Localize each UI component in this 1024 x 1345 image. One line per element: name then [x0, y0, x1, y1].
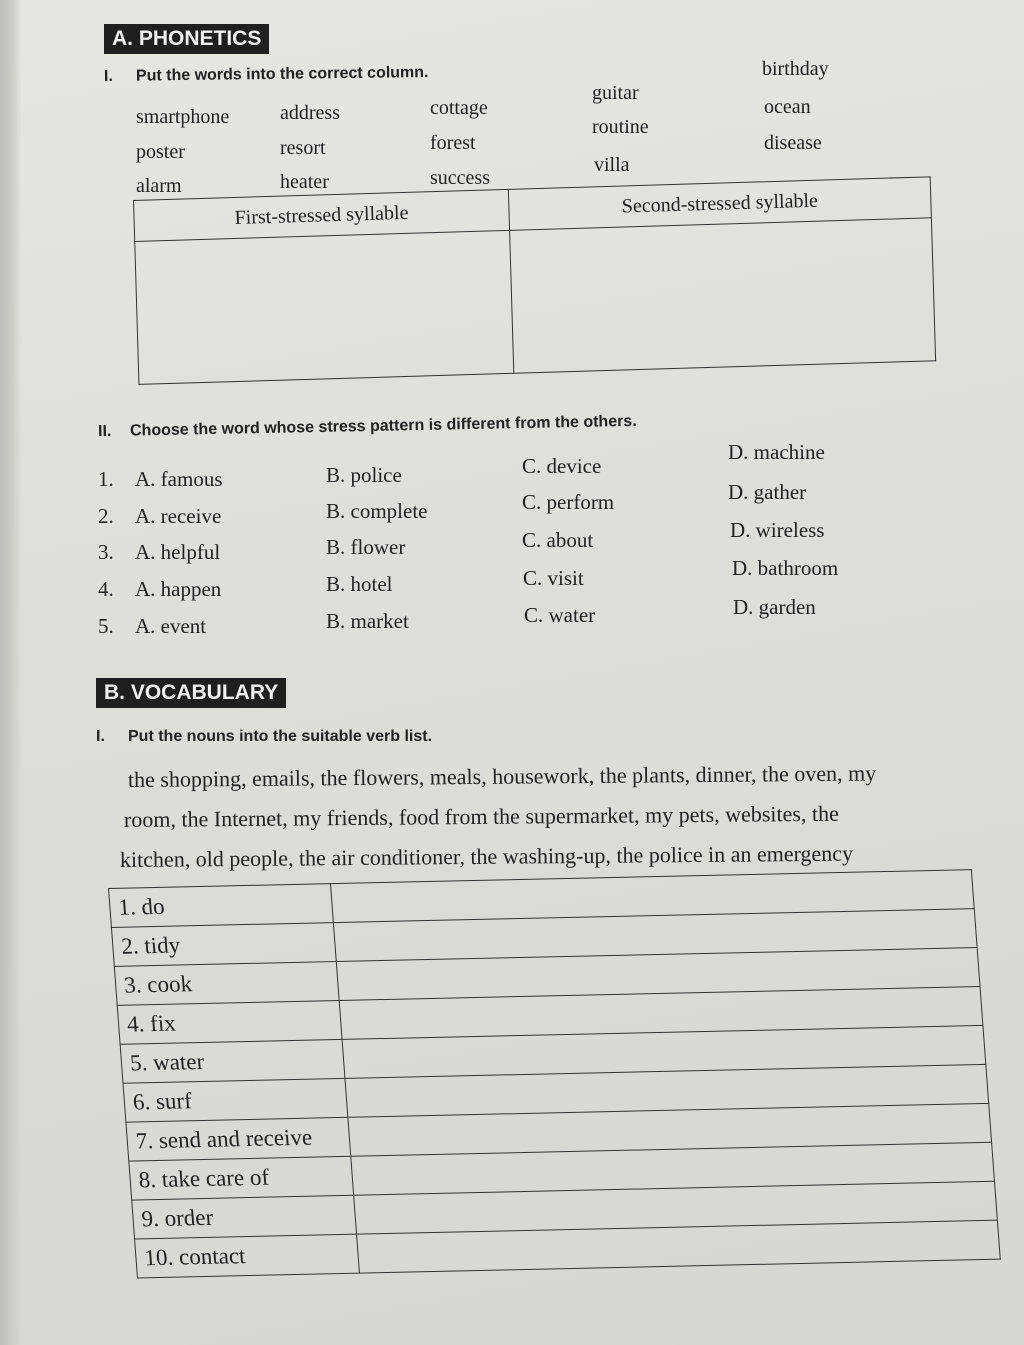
- verb-label: 7. send and receive: [126, 1117, 351, 1161]
- word-item: address: [280, 102, 340, 124]
- option-b[interactable]: B. complete: [326, 499, 428, 523]
- word-item: disease: [764, 132, 822, 154]
- verb-label: 4. fix: [117, 1000, 342, 1044]
- stress-column-table: [133, 176, 936, 385]
- question-number: 3.: [98, 540, 114, 564]
- option-d[interactable]: D. machine: [728, 440, 825, 464]
- noun-list-line: room, the Internet, my friends, food from the supermarket, my pets, websites, the: [123, 800, 839, 832]
- verb-label: 6. surf: [123, 1078, 348, 1122]
- verb-label: 10. contact: [135, 1234, 360, 1278]
- verb-label: 1. do: [109, 884, 334, 928]
- word-item: smartphone: [136, 106, 230, 128]
- question-number: 1.: [98, 467, 114, 491]
- header-second-stressed: Second-stressed syllable: [508, 177, 931, 231]
- option-d[interactable]: D. garden: [733, 595, 816, 619]
- part-number: I.: [103, 67, 113, 85]
- verb-label: 3. cook: [114, 962, 339, 1006]
- question-number: 2.: [98, 504, 114, 528]
- verb-list-table: [108, 869, 1001, 1278]
- question-number: 5.: [98, 614, 114, 638]
- page-edge-shadow: [0, 0, 22, 1345]
- option-b[interactable]: B. flower: [326, 535, 406, 559]
- option-c[interactable]: C. perform: [522, 490, 615, 514]
- section-b-heading: B. VOCABULARY: [96, 678, 286, 708]
- verb-label: 8. take care of: [129, 1156, 354, 1200]
- second-stressed-answer-cell[interactable]: [510, 218, 936, 373]
- noun-list-line: the shopping, emails, the flowers, meals, housework, the plants, dinner, the oven, my: [127, 760, 877, 792]
- part-number: I.: [96, 728, 105, 745]
- option-d[interactable]: D. bathroom: [732, 556, 839, 580]
- option-c[interactable]: C. about: [522, 528, 594, 552]
- option-d[interactable]: D. gather: [728, 480, 807, 504]
- option-a[interactable]: A. helpful: [135, 540, 221, 564]
- instruction-text: Put the words into the correct column.: [135, 64, 429, 85]
- word-item: ocean: [764, 96, 811, 118]
- instruction-text: Choose the word whose stress pattern is different from the others.: [129, 412, 637, 440]
- vocabulary-part1-instruction: [96, 728, 432, 746]
- verb-label: 2. tidy: [111, 923, 336, 967]
- phonetics-part1-instruction: [104, 64, 429, 86]
- option-b[interactable]: B. police: [326, 463, 402, 487]
- word-item: routine: [592, 116, 649, 138]
- option-a[interactable]: A. happen: [135, 577, 222, 601]
- word-item: poster: [136, 141, 185, 163]
- header-first-stressed: First-stressed syllable: [134, 189, 510, 241]
- instruction-text: Put the nouns into the suitable verb list.: [128, 728, 433, 745]
- question-number: 4.: [98, 577, 114, 601]
- option-d[interactable]: D. wireless: [730, 518, 825, 542]
- word-item: cottage: [430, 97, 488, 119]
- option-a[interactable]: A. famous: [135, 467, 223, 491]
- word-item: resort: [280, 137, 326, 159]
- phonetics-part2-instruction: [98, 413, 637, 441]
- noun-list-paragraph: [120, 760, 965, 880]
- verb-label: 9. order: [132, 1195, 357, 1239]
- verb-label: 5. water: [120, 1039, 345, 1083]
- option-c[interactable]: C. water: [524, 603, 596, 627]
- word-item: heater: [280, 171, 329, 193]
- option-c[interactable]: C. visit: [523, 566, 584, 590]
- section-a-heading: A. PHONETICS: [104, 24, 269, 54]
- option-c[interactable]: C. device: [522, 454, 602, 478]
- word-item: forest: [430, 132, 476, 154]
- word-item: guitar: [592, 82, 639, 104]
- option-a[interactable]: A. event: [135, 614, 207, 638]
- first-stressed-answer-cell[interactable]: [135, 230, 514, 384]
- word-item: alarm: [136, 175, 182, 197]
- part-number: II.: [97, 422, 112, 441]
- option-a[interactable]: A. receive: [135, 504, 222, 528]
- word-item: success: [430, 167, 490, 189]
- option-b[interactable]: B. hotel: [326, 572, 393, 596]
- word-item: birthday: [762, 58, 829, 80]
- word-item: villa: [594, 154, 630, 176]
- option-b[interactable]: B. market: [326, 609, 409, 633]
- noun-list-line: kitchen, old people, the air conditioner, the washing-up, the police in an emergency: [119, 840, 854, 872]
